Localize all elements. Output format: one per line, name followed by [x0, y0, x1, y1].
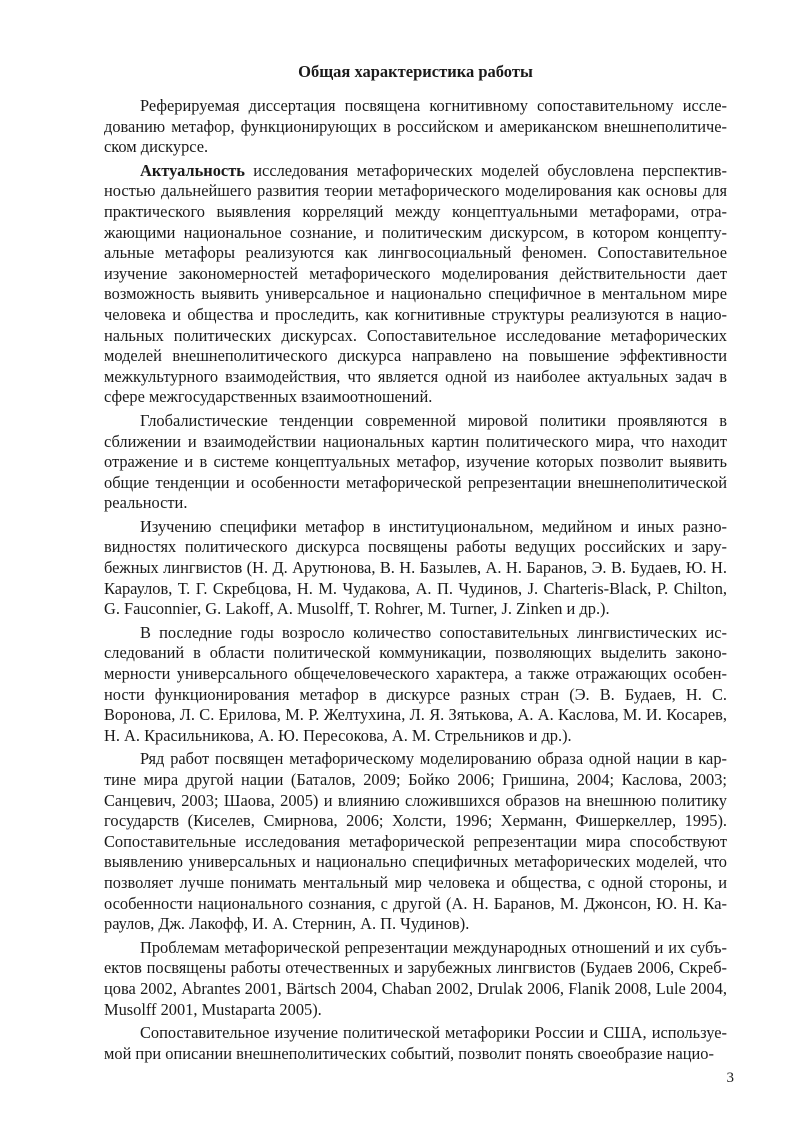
- paragraph-text: Сопоставительное изучение политической метафорики России и США, используемой при описании внешнеполитических событий, позволит понять своеобразие нацио-: [104, 1023, 727, 1063]
- paragraph-russia-usa: [104, 1023, 727, 1064]
- paragraph-international-relations: [104, 938, 727, 1020]
- relevance-lead: Актуальность: [140, 160, 245, 180]
- paragraph-text: исследования метафорических моделей обусловлена перспективностью дальнейшего развития теории метафорического моделирования как основы для практического выявления корреляций между концептуальными метафорами, отражающими национальное сознание, и политическим дискурсом, в котором концептуальные метафоры реализуются как лингвосоциальный феномен. Сопоставительное изучение закономерностей метафорического моделирования действительности дает возможность выявить универсальное и национально специфичное в ментальном мире человека и общества и проследить, как когнитивные структуры реализуются в национальных политических дискурсах. Сопоставительное исследование метафорических моделей внешнеполитического дискурса направлено на повышение эффективности межкультурного взаимодействия, что является одной из наиболее актуальных задач в сфере межгосударственных взаимоотношений.: [104, 160, 727, 407]
- paragraph-text: Проблемам метафорической репрезентации международных отношений и их субъектов посвящены работы отечественных и зарубежных лингвистов (Будаев 2006, Скребцова 2002, Abrantes 2001, Bärtsch 2004, Chaban 2002, Drulak 2006, Flanik 2008, Lule 2004, Musolff 2001, Mustaparta 2005).: [104, 937, 727, 1019]
- document-title: Общая характеристика работы: [298, 62, 533, 81]
- paragraph-nation-image: [104, 749, 727, 934]
- paragraph-globalist-trends: [104, 411, 727, 514]
- paragraph-text: В последние годы возросло количество сопоставительных лингвистических исследований в области политической коммуникации, позволяющих выделить закономерности универсального общечеловеческого характера, а также отражающих особенности функционирования метафор в дискурсе разных стран (Э. В. Будаев, Н. С. Воронова, Л. С. Ерилова, М. Р. Желтухина, Л. Я. Зятькова, А. А. Каслова, М. И. Косарев, Н. А. Красильникова, А. Ю. Пересокова, А. М. Стрельников и др.).: [104, 622, 727, 745]
- document-page: [104, 62, 727, 1067]
- paragraph-relevance: [104, 161, 727, 408]
- paragraph-comparative-studies: [104, 623, 727, 747]
- paragraph-researchers: [104, 517, 727, 620]
- paragraph-text: Ряд работ посвящен метафорическому моделированию образа одной нации в картине мира другой нации (Баталов, 2009; Бойко 2006; Гришина, 2004; Каслова, 2003; Санцевич, 2003; Шаова, 2005) и влиянию сложившихся образов на внешнюю политику государств (Киселев, Смирнова, 2006; Холсти, 1996; Херманн, Фишеркеллер, 1995). Сопоставительные исследования метафорической репрезентации мира способствуют выявлению универсальных и национально специфичных метафорических моделей, что позволяет лучше понимать ментальный мир человека и общества, с одной стороны, и особенности национального сознания, с другой (А. Н. Баранов, М. Джонсон, Ю. Н. Караулов, Дж. Лакофф, И. А. Стернин, А. П. Чудинов).: [104, 749, 727, 934]
- paragraph-text: Реферируемая диссертация посвящена когнитивному сопоставительному исследованию метафор, функционирующих в российском и американском внешнеполитическом дискурсе.: [104, 96, 727, 157]
- paragraph-text: Глобалистические тенденции современной мировой политики проявляются в сближении и взаимодействии национальных картин политического мира, что находит отражение и в системе концептуальных метафор, изучение которых позволит выявить общие тенденции и особенности метафорической репрезентации внешнеполитической реальности.: [104, 410, 727, 513]
- page-number: 3: [726, 1070, 734, 1086]
- paragraph-intro: [104, 96, 727, 158]
- paragraph-text: Изучению специфики метафор в институциональном, медийном и иных разновидностях политического дискурса посвящены работы ведущих российских и зарубежных лингвистов (Н. Д. Арутюнова, В. Н. Базылев, А. Н. Баранов, Э. В. Будаев, Ю. Н. Караулов, Т. Г. Скребцова, Н. М. Чудакова, А. П. Чудинов, J. Charteris-Black, P. Chilton, G. Fauconnier, G. Lakoff, A. Musolff, T. Rohrer, M. Turner, J. Zinken и др.).: [104, 516, 727, 619]
